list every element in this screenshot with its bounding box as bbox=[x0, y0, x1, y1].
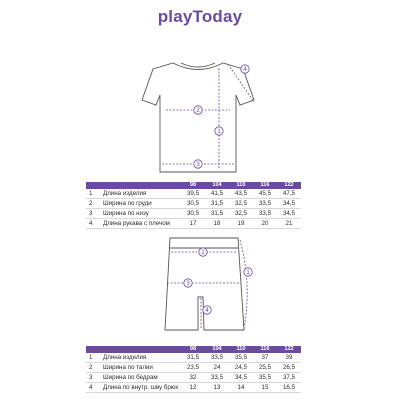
row-label: Ширина по бедрам bbox=[103, 374, 158, 381]
cell-value: 47,5 bbox=[282, 190, 296, 197]
cell-value: 35,5 bbox=[234, 354, 248, 361]
cell-value: 33,5 bbox=[210, 374, 224, 381]
marker-3-top bbox=[194, 160, 202, 168]
cell-value: 41,5 bbox=[210, 190, 224, 197]
row-label: Длина изделия bbox=[103, 190, 147, 197]
cell-value: 14 bbox=[237, 384, 245, 391]
cell-value: 26,5 bbox=[282, 364, 296, 371]
cell-value: 23,5 bbox=[186, 364, 200, 371]
cell-value: 34,5 bbox=[234, 374, 248, 381]
marker-2-top bbox=[194, 106, 202, 114]
cell-value: 30,5 bbox=[186, 210, 200, 217]
row-number: 1 bbox=[89, 190, 93, 197]
cell-value: 33,5 bbox=[210, 354, 224, 361]
row-number: 2 bbox=[89, 364, 93, 371]
cell-value: 30,5 bbox=[186, 200, 200, 207]
tshirt-size-table bbox=[86, 182, 301, 229]
svg-text:3: 3 bbox=[196, 162, 200, 169]
cell-value: 34,5 bbox=[282, 200, 296, 207]
table-row bbox=[86, 363, 301, 373]
row-label: Ширина по низу bbox=[103, 210, 149, 217]
cell-value: 31,5 bbox=[210, 200, 224, 207]
svg-text:4: 4 bbox=[243, 67, 247, 74]
row-number: 1 bbox=[89, 354, 93, 361]
cell-value: 32 bbox=[189, 374, 197, 381]
cell-value: 31,5 bbox=[186, 354, 200, 361]
cell-value: 39 bbox=[285, 354, 293, 361]
cell-value: 43,5 bbox=[234, 190, 248, 197]
size-header: 98 bbox=[181, 346, 205, 353]
cell-value: 15 bbox=[261, 384, 269, 391]
cell-value: 17 bbox=[189, 220, 197, 227]
cell-value: 33,5 bbox=[258, 200, 272, 207]
svg-text:2: 2 bbox=[201, 250, 205, 257]
cell-value: 13 bbox=[213, 384, 221, 391]
cell-value: 24,5 bbox=[234, 364, 248, 371]
table-row bbox=[86, 199, 301, 209]
svg-text:1: 1 bbox=[217, 129, 221, 136]
svg-text:3: 3 bbox=[186, 281, 190, 288]
cell-value: 33,5 bbox=[258, 210, 272, 217]
row-label: Длина изделия bbox=[103, 354, 147, 361]
row-label: Ширина по груди bbox=[103, 200, 152, 207]
row-label: Ширина по талии bbox=[103, 364, 153, 371]
cell-value: 20 bbox=[261, 220, 269, 227]
row-label: Длина рукава с плечом bbox=[103, 220, 170, 227]
table-row bbox=[86, 189, 301, 199]
marker-3-bottom bbox=[184, 279, 192, 287]
row-number: 3 bbox=[89, 374, 93, 381]
size-header: 116 bbox=[253, 182, 277, 189]
cell-value: 21 bbox=[285, 220, 293, 227]
cell-value: 32,5 bbox=[234, 200, 248, 207]
table-row bbox=[86, 373, 301, 383]
svg-text:4: 4 bbox=[205, 308, 209, 315]
size-header: 104 bbox=[205, 346, 229, 353]
table-row bbox=[86, 383, 301, 393]
marker-1-top bbox=[215, 127, 223, 135]
cell-value: 32,5 bbox=[234, 210, 248, 217]
table-header-row bbox=[86, 182, 301, 189]
tshirt-outline bbox=[142, 63, 254, 172]
cell-value: 34,5 bbox=[282, 210, 296, 217]
row-label: Длина по внутр. шву брюк bbox=[103, 384, 179, 391]
marker-1-bottom bbox=[244, 268, 252, 276]
cell-value: 35,5 bbox=[258, 374, 272, 381]
table-row bbox=[86, 219, 301, 229]
cell-value: 31,5 bbox=[210, 210, 224, 217]
size-header: 110 bbox=[229, 182, 253, 189]
size-header: 104 bbox=[205, 182, 229, 189]
row-number: 3 bbox=[89, 210, 93, 217]
svg-text:1: 1 bbox=[246, 270, 250, 277]
cell-value: 37 bbox=[261, 354, 269, 361]
shorts-size-table bbox=[86, 346, 301, 393]
size-header: 122 bbox=[277, 182, 301, 189]
svg-text:2: 2 bbox=[196, 108, 200, 115]
size-header: 98 bbox=[181, 182, 205, 189]
marker-2-bottom bbox=[199, 248, 207, 256]
cell-value: 19 bbox=[237, 220, 245, 227]
cell-value: 24 bbox=[213, 364, 221, 371]
size-header: 116 bbox=[253, 346, 277, 353]
size-header: 110 bbox=[229, 346, 253, 353]
row-number: 4 bbox=[89, 220, 93, 227]
cell-value: 12 bbox=[189, 384, 197, 391]
row-number: 2 bbox=[89, 200, 93, 207]
marker-4-bottom bbox=[203, 306, 211, 314]
cell-value: 39,5 bbox=[186, 190, 200, 197]
brand-logo: playToday bbox=[157, 7, 243, 26]
table-row bbox=[86, 353, 301, 363]
size-header: 122 bbox=[277, 346, 301, 353]
table-header-row bbox=[86, 346, 301, 353]
cell-value: 16,5 bbox=[282, 384, 296, 391]
cell-value: 25,5 bbox=[258, 364, 272, 371]
cell-value: 18 bbox=[213, 220, 221, 227]
table-row bbox=[86, 209, 301, 219]
row-number: 4 bbox=[89, 384, 93, 391]
cell-value: 45,5 bbox=[258, 190, 272, 197]
cell-value: 37,5 bbox=[282, 374, 296, 381]
marker-4-top bbox=[241, 65, 249, 73]
